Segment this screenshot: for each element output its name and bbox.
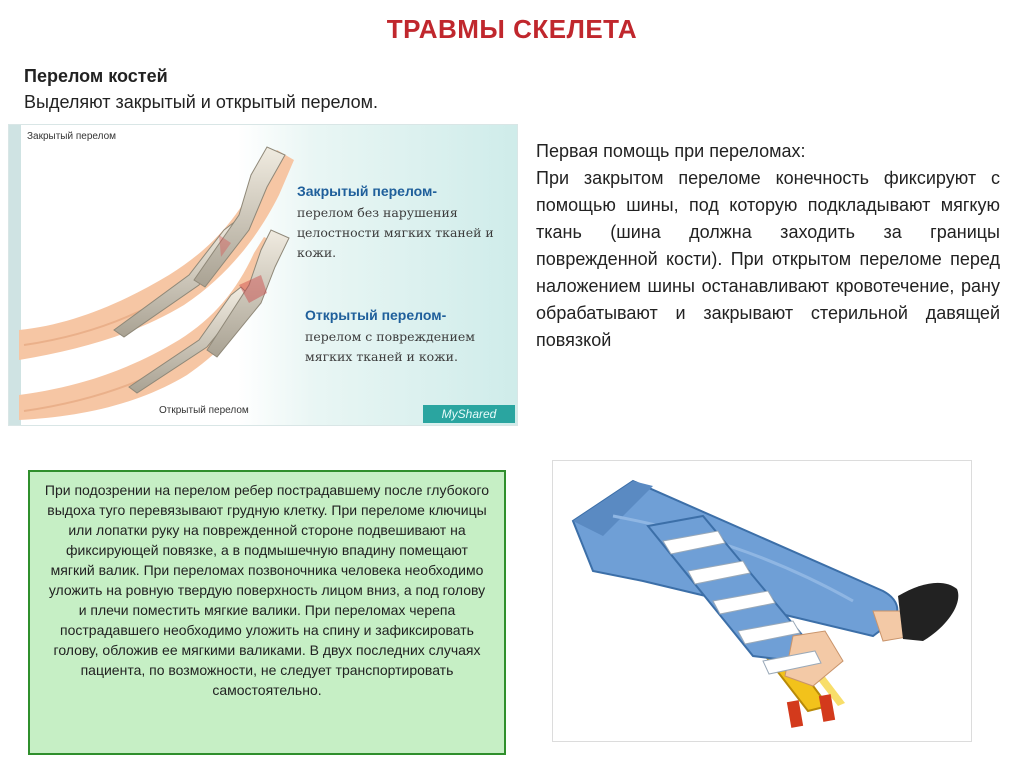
closed-fracture-text: [297, 203, 494, 263]
open-fracture-text: [305, 327, 475, 367]
section-intro: Выделяют закрытый и открытый перелом.: [24, 92, 379, 112]
first-aid-block: [536, 138, 1000, 354]
section-heading: Перелом костей: [24, 66, 168, 86]
fracture-illustration: [8, 124, 518, 426]
open-fracture-line: перелом с повреждением: [305, 329, 475, 344]
open-fracture-heading: Открытый перелом-: [305, 307, 447, 323]
slide-title: ТРАВМЫ СКЕЛЕТА: [386, 14, 638, 44]
closed-fracture-line: перелом без нарушения: [297, 205, 458, 220]
closed-fracture-line: целостности мягких тканей и: [297, 225, 494, 240]
image-caption-open: Открытый перелом: [159, 405, 249, 416]
info-box: [28, 470, 506, 755]
leg-splint-drawing: [553, 461, 971, 741]
open-fracture-line: мягких тканей и кожи.: [305, 349, 458, 364]
closed-fracture-line: кожи.: [297, 245, 337, 260]
watermark-logo: MyShared: [423, 405, 515, 423]
first-aid-text: При закрытом переломе конечность фиксируют с помощью шины, под которую подкладывают мягкую ткань (шина должна заходить за границы поврежденной кости). При открытом переломе перед наложением шины останавливают кровотечение, рану обрабатывают и закрывают стерильной давящей повязкой: [536, 168, 1000, 350]
image-caption-closed: Закрытый перелом: [27, 131, 117, 142]
first-aid-heading: Первая помощь при переломах:: [536, 141, 806, 161]
arm-fracture-drawing: [9, 125, 517, 425]
info-box-text: При подозрении на перелом ребер пострадавшему после глубокого выдоха туго перевязывают грудную клетку. При переломе ключицы или лопатки руку на поврежденной стороне подвешивают на фиксирующей повязке, а в подмышечную впадину помещают мягкий валик. При переломах позвоночника человека необходимо уложить на ровную твердую поверхность лицом вниз, а под голову и плечи поместить мягкие валики. При переломах черепа пострадавшего необходимо уложить на спину и зафиксировать голову, обложив ее мягкими валиками. В двух последних случаях пациента, по возможности, не следует транспортировать самостоятельно.: [44, 482, 490, 698]
closed-fracture-heading: Закрытый перелом-: [297, 183, 438, 199]
splint-illustration: [552, 460, 972, 742]
